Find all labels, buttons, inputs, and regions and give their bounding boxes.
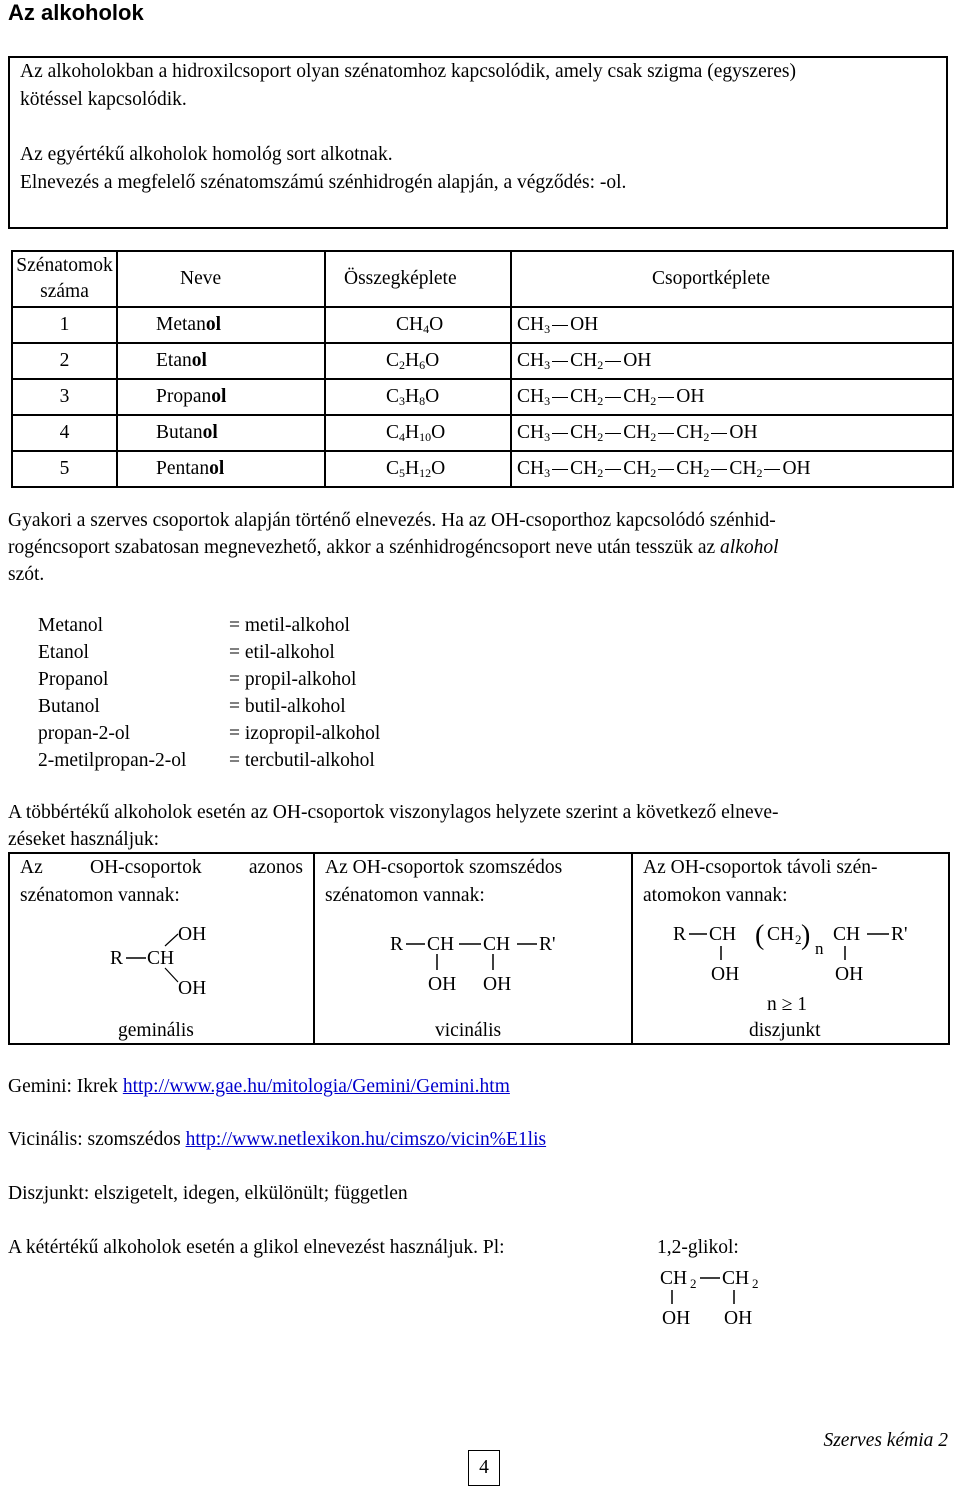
row-formula: $C_2H_6O$	[325, 343, 511, 379]
disjunct-structure	[633, 854, 952, 1047]
header-carbons-line2: száma	[40, 281, 89, 302]
svg-text:2: 2	[795, 932, 802, 947]
vicinal-link[interactable]: http://www.netlexikon.hu/cimszo/vicin%E1lis	[185, 1129, 547, 1150]
geminal-description: Az OH-csoportok azonos szénatomon vannak:	[20, 857, 303, 906]
name-common: = etil-alkohol	[229, 642, 335, 663]
svg-text:R': R'	[891, 924, 908, 945]
glycol-structure	[650, 1262, 790, 1332]
svg-text:CH: CH	[147, 948, 175, 969]
svg-text:OH: OH	[178, 978, 207, 999]
svg-text:OH: OH	[724, 1308, 753, 1329]
svg-text:2: 2	[752, 1276, 759, 1291]
geminal-structure	[10, 854, 317, 1047]
svg-text:CH: CH	[722, 1268, 750, 1289]
vicinal-description: Az OH-csoportok szomszédos szénatomon vannak:	[325, 857, 563, 906]
svg-text:R': R'	[539, 934, 556, 955]
name-sys: propan-2-ol	[38, 723, 131, 744]
name-sys: Etanol	[38, 642, 89, 663]
intro-line-4: Elnevezés a megfelelő szénatomszámú szénhidrogén alapján, a végződés: -ol.	[20, 172, 627, 193]
header-name: Neve	[117, 251, 325, 307]
svg-text:R: R	[390, 934, 404, 955]
name-common: = tercbutil-alkohol	[229, 750, 375, 771]
svg-text:OH: OH	[662, 1308, 691, 1329]
row-number: 1	[12, 307, 117, 343]
vicinal-label: vicinális	[435, 1020, 502, 1041]
svg-text:n: n	[815, 939, 824, 958]
svg-text:OH: OH	[483, 974, 512, 995]
row-name: Etanol	[117, 343, 325, 379]
svg-text:CH: CH	[767, 924, 795, 945]
svg-text:OH: OH	[178, 924, 207, 945]
common-names-line-3: szót.	[8, 564, 45, 585]
common-names-line-1: Gyakori a szerves csoportok alapján történő elnevezés. Ha az OH-csoporthoz kapcsolódó szénhid-	[8, 510, 776, 531]
svg-text:CH: CH	[833, 924, 861, 945]
name-sys: Butanol	[38, 696, 100, 717]
svg-text:CH: CH	[427, 934, 455, 955]
row-formula: $C_4H_{10}O$	[325, 415, 511, 451]
name-common: = metil-alkohol	[229, 615, 350, 636]
geminal-label: geminális	[118, 1020, 194, 1041]
page-title: Az alkoholok	[8, 0, 144, 25]
row-number: 4	[12, 415, 117, 451]
row-formula: $C_5H_{12}O$	[325, 451, 511, 487]
row-name: Butanol	[117, 415, 325, 451]
table-header-row	[12, 251, 953, 307]
svg-text:CH: CH	[483, 934, 511, 955]
svg-text:CH: CH	[709, 924, 737, 945]
row-name: Pentanol	[117, 451, 325, 487]
row-name: Propanol	[117, 379, 325, 415]
footer-title: Szerves kémia 2	[823, 1430, 948, 1451]
name-common: = butil-alkohol	[229, 696, 346, 717]
left-paren: (	[755, 920, 765, 951]
row-group-formula: $CH_3$ $CH_2$ $CH_2$ OH	[511, 379, 953, 415]
glycol-name: 1,2-glikol:	[657, 1237, 739, 1258]
svg-text:OH: OH	[711, 964, 740, 985]
disjunct-box	[631, 852, 950, 1045]
disjunct-definition: Diszjunkt: elszigetelt, idegen, elkülönült; független	[8, 1183, 408, 1204]
homologous-series-table	[11, 250, 954, 488]
row-group-formula: $CH_3$ $CH_2$ OH	[511, 343, 953, 379]
disjunct-condition: n ≥ 1	[767, 994, 807, 1015]
intro-line-2: kötéssel kapcsolódik.	[20, 89, 187, 110]
vicinal-box	[313, 852, 633, 1045]
geminal-box	[8, 852, 315, 1045]
header-carbons	[12, 251, 117, 307]
row-number: 3	[12, 379, 117, 415]
page-number: 4	[468, 1450, 500, 1486]
poly-line-2: zéseket használjuk:	[8, 829, 160, 850]
row-group-formula: $CH_3$ OH	[511, 307, 953, 343]
row-formula: $C_3H_8O$	[325, 379, 511, 415]
poly-line-1: A többértékű alkoholok esetén az OH-csoportok viszonylagos helyzete szerint a következő elneve-	[8, 802, 779, 823]
vicinal-structure	[315, 854, 635, 1047]
svg-text:OH: OH	[835, 964, 864, 985]
svg-text:CH: CH	[660, 1268, 688, 1289]
gemini-definition: Gemini: Ikrek http://www.gae.hu/mitologia/Gemini/Gemini.htm	[8, 1076, 510, 1097]
right-paren: )	[801, 920, 811, 951]
table-row	[12, 451, 953, 487]
table-row	[12, 415, 953, 451]
row-name: Metanol	[117, 307, 325, 343]
name-common: = izopropil-alkohol	[229, 723, 381, 744]
table-row	[12, 307, 953, 343]
header-group: Csoportképlete	[511, 251, 953, 307]
name-common: = propil-alkohol	[229, 669, 357, 690]
table-row	[12, 379, 953, 415]
gemini-link[interactable]: http://www.gae.hu/mitologia/Gemini/Gemini.htm	[122, 1076, 510, 1097]
glycol-text: A kétértékű alkoholok esetén a glikol elnevezést használjuk. Pl:	[8, 1237, 505, 1258]
row-number: 2	[12, 343, 117, 379]
svg-text:OH: OH	[428, 974, 457, 995]
name-sys: 2-metilpropan-2-ol	[38, 750, 187, 771]
table-row	[12, 343, 953, 379]
row-group-formula: $CH_3$ $CH_2$ $CH_2$ $CH_2$ OH	[511, 415, 953, 451]
svg-text:2: 2	[690, 1276, 697, 1291]
intro-line-3: Az egyértékű alkoholok homológ sort alkotnak.	[20, 144, 393, 165]
vicinal-definition: Vicinális: szomszédos http://www.netlexikon.hu/cimszo/vicin%E1lis	[8, 1129, 547, 1150]
common-names-line-2: rogéncsoport szabatosan megnevezhető, akkor a szénhidrogéncsoport neve után tesszük az alkohol	[8, 537, 779, 558]
header-carbons-line1: Szénatomok	[16, 255, 113, 276]
name-sys: Propanol	[38, 669, 109, 690]
svg-text:R: R	[110, 948, 124, 969]
header-formula: Összegképlete	[325, 251, 511, 307]
row-number: 5	[12, 451, 117, 487]
name-sys: Metanol	[38, 615, 103, 636]
disjunct-label: diszjunkt	[749, 1020, 821, 1041]
intro-box	[8, 56, 948, 229]
row-group-formula: $CH_3$ $CH_2$ $CH_2$ $CH_2$ $CH_2$ OH	[511, 451, 953, 487]
intro-line-1: Az alkoholokban a hidroxilcsoport olyan szénatomhoz kapcsolódik, amely csak szigma (egyszeres)	[20, 61, 796, 82]
svg-text:R: R	[673, 924, 687, 945]
row-formula: $CH_4O$	[325, 307, 511, 343]
disjunct-description: Az OH-csoportok távoli szén- atomokon vannak:	[643, 857, 878, 906]
